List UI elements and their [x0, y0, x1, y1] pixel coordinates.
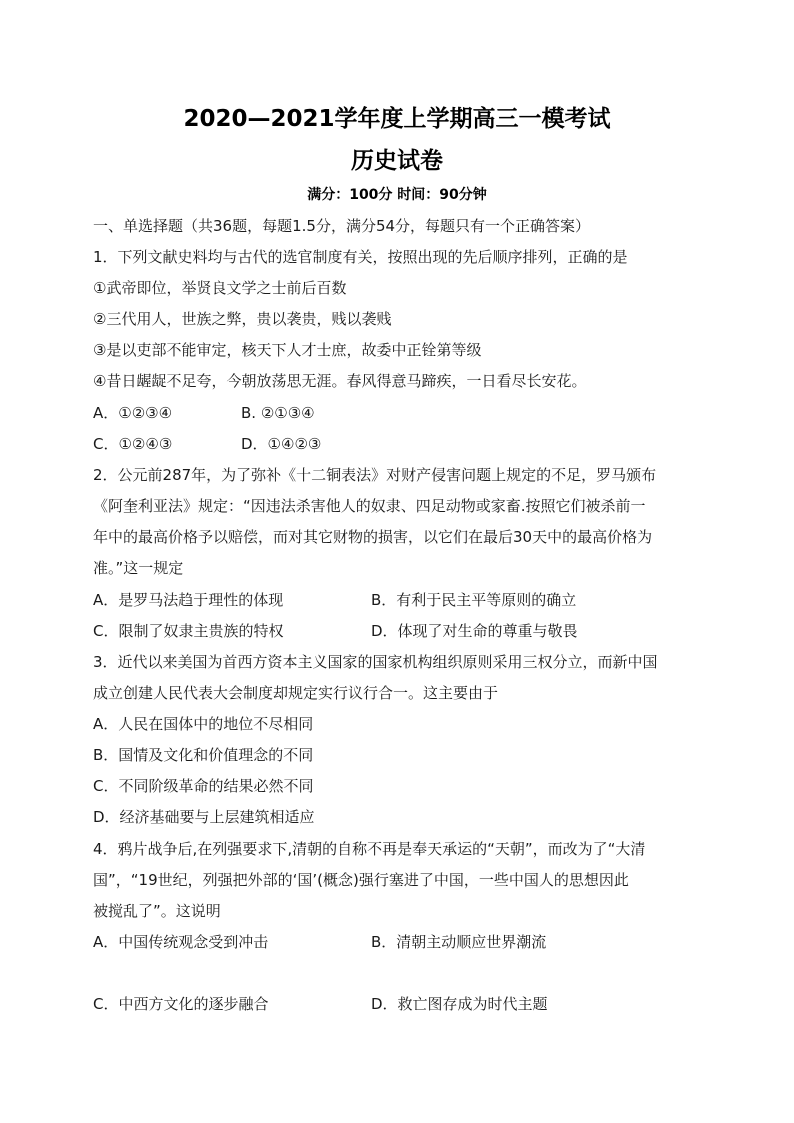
q1-option-c[interactable]: C．①②④③	[93, 435, 173, 453]
q2-stem-line: 年中的最高价格予以赔偿，而对其它财物的损害，以它们在最后30天中的最高价格为	[93, 528, 653, 546]
q3-option-b[interactable]: B．国情及文化和价值理念的不同	[93, 746, 314, 764]
q4-option-b[interactable]: B．清朝主动顺应世界潮流	[371, 933, 547, 951]
q1-item: ③是以吏部不能审定，核天下人才士庶，故委中正铨第等级	[93, 341, 482, 359]
exam-meta: 满分：100分 时间：90分钟	[307, 187, 487, 203]
q1-item: ④昔日龌龊不足夸，今朝放荡思无涯。春风得意马蹄疾，一日看尽长安花。	[93, 372, 587, 390]
q4-option-c[interactable]: C．中西方文化的逐步融合	[93, 995, 269, 1013]
q2-option-a[interactable]: A．是罗马法趋于理性的体现	[93, 591, 284, 609]
q3-option-a[interactable]: A．人民在国体中的地位不尽相同	[93, 715, 314, 733]
q2-option-c[interactable]: C．限制了奴隶主贵族的特权	[93, 622, 284, 640]
q4-stem-line: 被搅乱了”。这说明	[93, 902, 221, 920]
q1-item: ①武帝即位，举贤良文学之士前后百数	[93, 279, 347, 297]
q3-stem-line: 成立创建人民代表大会制度却规定实行议行合一。这主要由于	[93, 684, 499, 702]
q3-stem-line: 3．近代以来美国为首西方资本主义国家的国家机构组织原则采用三权分立，而新中国	[93, 653, 658, 671]
q1-stem: 1．下列文献史料均与古代的选官制度有关，按照出现的先后顺序排列，正确的是	[93, 248, 628, 266]
q3-option-c[interactable]: C．不同阶级革命的结果必然不同	[93, 777, 314, 795]
q2-stem-line: 《阿奎利亚法》规定：“因违法杀害他人的奴隶、四足动物或家畜.按照它们被杀前一	[93, 497, 646, 515]
q1-option-a[interactable]: A．①②③④	[93, 404, 173, 422]
q2-stem-line: 准。”这一规定	[93, 559, 184, 577]
q4-option-a[interactable]: A．中国传统观念受到冲击	[93, 933, 269, 951]
exam-title: 2020—2021学年度上学期高三一模考试	[183, 106, 611, 132]
q4-stem-line: 国”，“19世纪，列强把外部的‘国’(概念)强行塞进了中国，一些中国人的思想因此	[93, 871, 629, 889]
q1-option-b[interactable]: B. ②①③④	[241, 404, 315, 422]
q4-stem-line: 4．鸦片战争后,在列强要求下,清朝的自称不再是奉天承运的“天朝”，而改为了“大清	[93, 840, 646, 858]
q3-option-d[interactable]: D．经济基础要与上层建筑相适应	[93, 808, 315, 826]
section-heading: 一、单选择题（共36题，每题1.5分，满分54分，每题只有一个正确答案）	[93, 217, 591, 235]
subject-title: 历史试卷	[351, 148, 443, 174]
q1-option-d[interactable]: D．①④②③	[241, 435, 322, 453]
q2-stem-line: 2．公元前287年，为了弥补《十二铜表法》对财产侵害问题上规定的不足，罗马颁布	[93, 466, 657, 484]
q4-option-d[interactable]: D．救亡图存成为时代主题	[371, 995, 548, 1013]
q1-item: ②三代用人，世族之弊，贵以袭贵，贱以袭贱	[93, 310, 392, 328]
q2-option-d[interactable]: D．体现了对生命的尊重与敬畏	[371, 622, 578, 640]
q2-option-b[interactable]: B．有利于民主平等原则的确立	[371, 591, 577, 609]
